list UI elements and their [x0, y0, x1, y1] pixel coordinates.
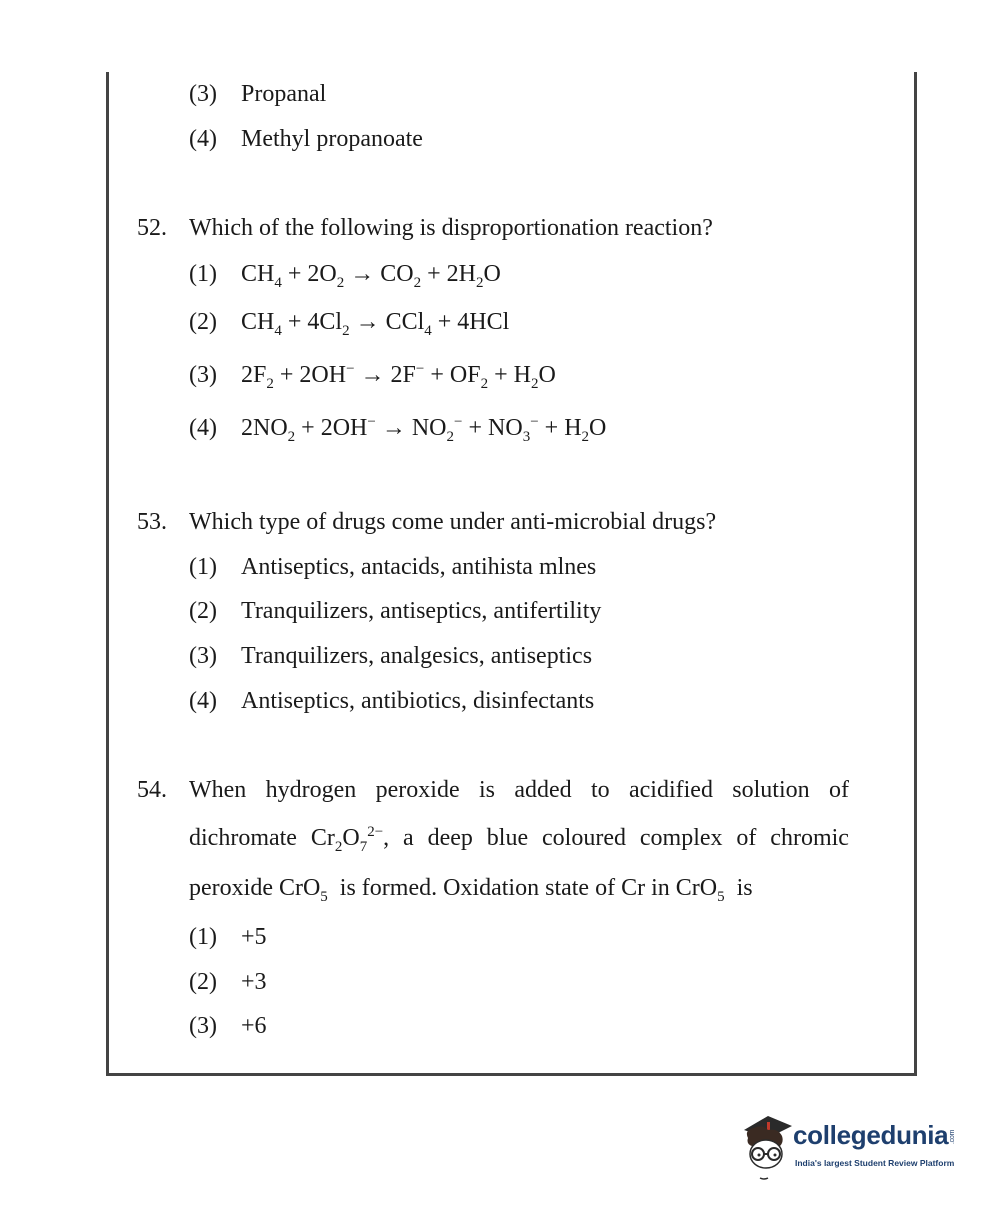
q54-option-3: [189, 1011, 267, 1041]
q53-option-2: [189, 596, 601, 626]
option-text: Antiseptics, antibiotics, disinfectants: [241, 688, 595, 714]
logo-wordmark: collegedunia.com: [793, 1120, 957, 1150]
q53-number: 53.: [137, 509, 167, 535]
option-formula: $CH_4 + 4Cl_2 \to CCl_4 + 4HCl$: [241, 309, 510, 339]
q53-text: Which type of drugs come under anti-microbial drugs?: [189, 509, 717, 535]
option-text: Antiseptics, antacids, antihista mlnes: [241, 554, 597, 580]
option-text: Propanal: [241, 81, 327, 107]
option-text: Methyl propanoate: [241, 126, 423, 152]
option-number: (3): [189, 1013, 217, 1039]
option-formula: $CH_4 + 2O_2 \to CO_2 + 2H_2O$: [241, 261, 501, 291]
q54-option-2: [189, 967, 267, 997]
q53-option-3: [189, 641, 592, 671]
q52-option-1: [189, 259, 501, 289]
collegedunia-logo[interactable]: [738, 1108, 968, 1188]
q54-number: 54.: [137, 777, 167, 803]
q52-number: 52.: [137, 215, 167, 241]
q52-text: Which of the following is disproportionation reaction?: [189, 215, 713, 241]
q52-option-4: [189, 413, 606, 443]
option-number: (1): [189, 924, 217, 950]
option-number: (2): [189, 309, 217, 335]
option-text: Tranquilizers, analgesics, antiseptics: [241, 643, 593, 669]
option-number: (4): [189, 688, 217, 714]
q52-option-3: [189, 360, 556, 390]
option-number: (3): [189, 362, 217, 388]
option-text: +5: [241, 924, 267, 950]
option-number: (4): [189, 415, 217, 441]
option-formula: $2NO_2 + 2OH^- \to NO_2^- + NO_3^- + H_2O$: [241, 414, 607, 445]
option-text: +6: [241, 1013, 267, 1039]
option-number: (3): [189, 81, 217, 107]
q54-line-3: peroxide CrO$_5$ is formed. Oxidation state of Cr in CrO$_5$ is: [189, 875, 753, 905]
option-formula: $2F_2 + 2OH^- \to 2F^- + OF_2 + H_2O$: [241, 361, 556, 392]
option-number: (3): [189, 643, 217, 669]
q54-option-1: [189, 922, 267, 952]
q51-option-4: [189, 124, 423, 154]
option-number: (1): [189, 554, 217, 580]
q54-line-2: dichromate $Cr_2O_7^{2-}$, a deep blue coloured complex of chromic: [189, 824, 849, 855]
q53-option-4: [189, 686, 594, 716]
q54-line-1: When hydrogen peroxide is added to acidified solution of: [189, 777, 849, 803]
q52-option-2: [189, 307, 509, 337]
mascot-icon: [738, 1108, 794, 1184]
option-number: (1): [189, 261, 217, 287]
option-number: (2): [189, 598, 217, 624]
q51-option-3: [189, 79, 326, 109]
option-number: (2): [189, 969, 217, 995]
option-text: +3: [241, 969, 267, 995]
option-text: Tranquilizers, antiseptics, antifertility: [241, 598, 602, 624]
q53-option-1: [189, 552, 596, 582]
option-number: (4): [189, 126, 217, 152]
logo-tagline: India's largest Student Review Platform: [795, 1158, 955, 1168]
